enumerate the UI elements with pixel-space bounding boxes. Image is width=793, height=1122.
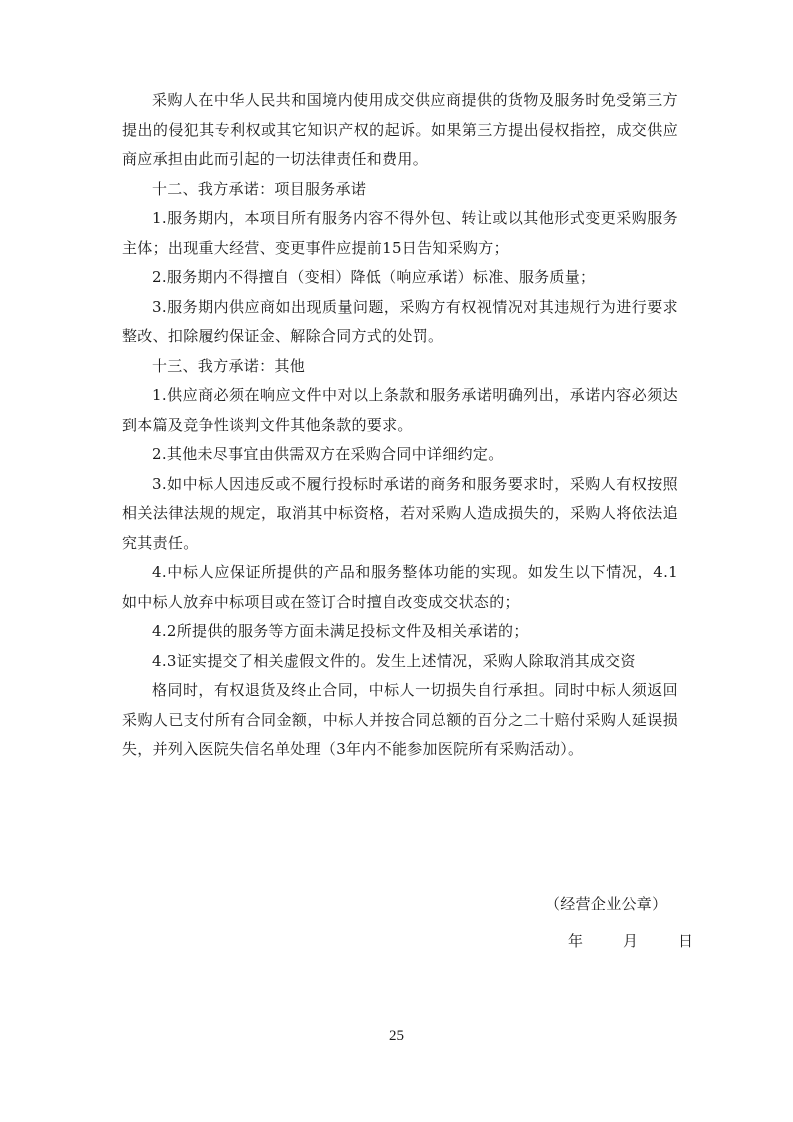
paragraph-12-1: 1.服务期内，本项目所有服务内容不得外包、转让或以其他形式变更采购服务主体；出现重大经营、变更事件应提前15日告知采购方； xyxy=(122,209,678,257)
paragraph-13-2: 2.其他未尽事宜由供需双方在采购合同中详细约定。 xyxy=(152,445,504,463)
section-heading-13: 十三、我方承诺：其他 xyxy=(152,356,306,375)
paragraph-13-4-2: 4.2所提供的服务等方面未满足投标文件及相关承诺的； xyxy=(152,622,529,640)
paragraph-ip-indemnity: 采购人在中华人民共和国境内使用成交供应商提供的货物及服务时免受第三方提出的侵犯其专利权或其它知识产权的起诉。如果第三方提出侵权指控，成交供应商应承担由此而引起的一切法律责任和费用。 xyxy=(122,91,678,168)
page-number: 25 xyxy=(389,1028,404,1044)
signature-date xyxy=(568,930,693,951)
company-seal-label: （经营企业公章） xyxy=(545,895,668,913)
paragraph-13-3: 3.如中标人因违反或不履行投标时承诺的商务和服务要求时，采购人有权按照相关法律法规的规定，取消其中标资格，若对采购人造成损失的，采购人将依法追究其责任。 xyxy=(122,474,678,552)
document-body xyxy=(122,86,678,765)
paragraph-12-2: 2.服务期内不得擅自（变相）降低（响应承诺）标准、服务质量； xyxy=(152,268,596,286)
paragraph-13-4-3: 4.3证实提交了相关虚假文件的。发生上述情况，采购人除取消其成交资 xyxy=(152,651,636,670)
section-heading-12: 十二、我方承诺：项目服务承诺 xyxy=(152,179,367,198)
paragraph-13-1: 1.供应商必须在响应文件中对以上条款和服务承诺明确列出，承诺内容必须达到本篇及竞争性谈判文件其他条款的要求。 xyxy=(122,386,678,434)
paragraph-13-4: 4.中标人应保证所提供的产品和服务整体功能的实现。如发生以下情况，4.1如中标人放弃中标项目或在签订合时擅自改变成交状态的； xyxy=(122,563,678,611)
paragraph-13-4-3-cont: 格同时，有权退货及终止合同，中标人一切损失自行承担。同时中标人须返回采购人已支付所有合同金额，中标人并按合同总额的百分之二十赔付采购人延误损失，并列入医院失信名单处理（3年内不能参加医院所有采购活动）。 xyxy=(122,681,678,758)
date-month-label: 月 xyxy=(623,932,639,950)
date-year-label: 年 xyxy=(568,932,584,950)
paragraph-12-3: 3.服务期内供应商如出现质量问题，采购方有权视情况对其违规行为进行要求整改、扣除履约保证金、解除合同方式的处罚。 xyxy=(122,297,678,345)
date-day-label: 日 xyxy=(678,932,694,950)
